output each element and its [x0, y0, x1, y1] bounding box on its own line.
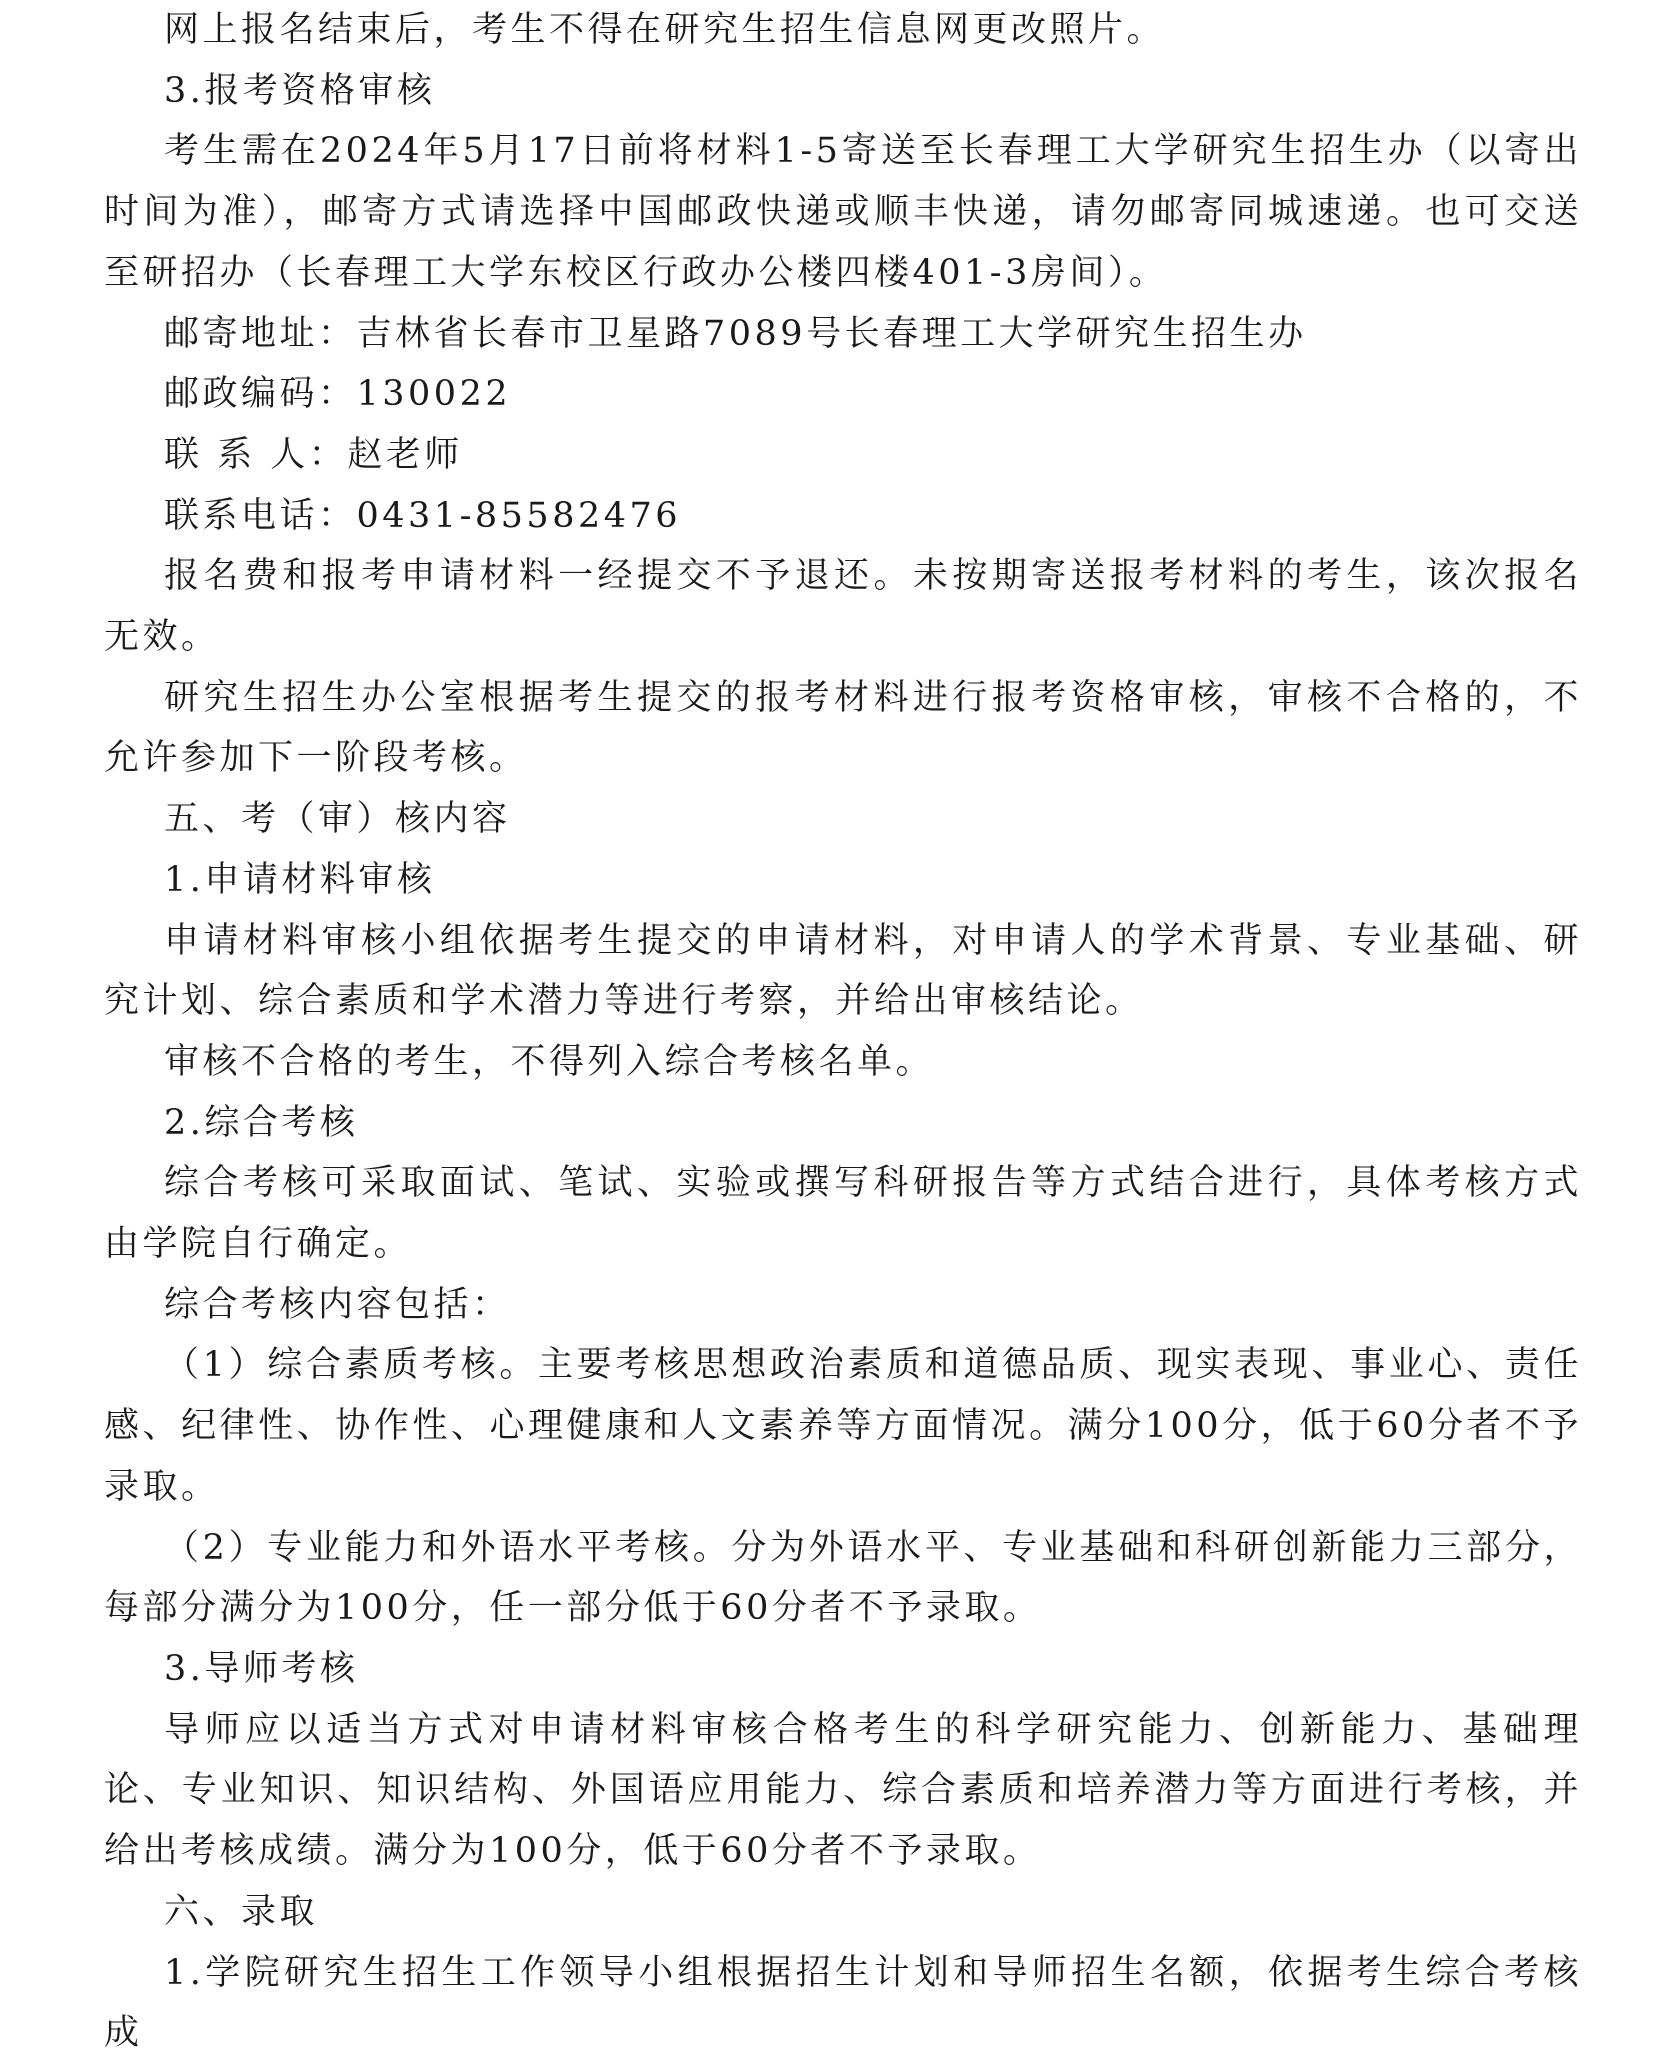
paragraph-photo-notice: 网上报名结束后，考生不得在研究生招生信息网更改照片。 [164, 10, 1166, 50]
heading-supervisor-assessment: 3.导师考核 [164, 1648, 359, 1689]
heading-section-six: 六、录取 [164, 1891, 319, 1932]
paragraph-overall-quality: （1）综合素质考核。主要考核思想政治素质和道德品质、现实表现、事业心、责任感、纪律性、协作性、心理健康和人文素养等方面情况。满分100分，低于60分者不予录取。 [104, 1345, 1582, 1507]
heading-application-review: 1.申请材料审核 [164, 859, 436, 900]
paragraph-review-fail: 审核不合格的考生，不得列入综合考核名单。 [164, 1041, 935, 1082]
document-page [104, 0, 1582, 2064]
paragraph-assessment-methods: 综合考核可采取面试、笔试、实验或撰写科研报告等方式结合进行，具体考核方式由学院自行确定。 [104, 1163, 1582, 1265]
paragraph-review-notice: 研究生招生办公室根据考生提交的报考材料进行报考资格审核，审核不合格的，不允许参加下一阶段考核。 [104, 677, 1582, 779]
paragraph-contact-phone: 联系电话：0431-85582476 [164, 495, 682, 536]
heading-comprehensive-assessment: 2.综合考核 [164, 1102, 359, 1143]
paragraph-fee-notice: 报名费和报考申请材料一经提交不予退还。未按期寄送报考材料的考生，该次报名无效。 [104, 556, 1582, 658]
paragraph-mailing-address: 邮寄地址：吉林省长春市卫星路7089号长春理工大学研究生招生办 [164, 313, 1307, 354]
paragraph-admission: 1.学院研究生招生工作领导小组根据招生计划和导师招生名额，依据考生综合考核成 [104, 1952, 1582, 2054]
heading-qualification-review: 3.报考资格审核 [164, 70, 436, 111]
paragraph-application-review: 申请材料审核小组依据考生提交的申请材料，对申请人的学术背景、专业基础、研究计划、综合素质和学术潜力等进行考察，并给出审核结论。 [104, 920, 1582, 1022]
paragraph-mailing-deadline: 考生需在2024年5月17日前将材料1-5寄送至长春理工大学研究生招生办（以寄出时间为准），邮寄方式请选择中国邮政快递或顺丰快递，请勿邮寄同城速递。也可交送至研招办（长春理工大学东校区行政办公楼四楼401-3房间）。 [104, 131, 1582, 293]
paragraph-assessment-contents: 综合考核内容包括： [164, 1284, 511, 1325]
paragraph-postal-code: 邮政编码：130022 [164, 374, 512, 415]
paragraph-supervisor-assessment: 导师应以适当方式对申请材料审核合格考生的科学研究能力、创新能力、基础理论、专业知识、知识结构、外国语应用能力、综合素质和培养潜力等方面进行考核，并给出考核成绩。满分为100分，低于60分者不予录取。 [104, 1709, 1582, 1872]
heading-section-five: 五、考（审）核内容 [164, 799, 511, 840]
paragraph-contact-person: 联 系 人：赵老师 [164, 434, 463, 475]
paragraph-professional-ability: （2）专业能力和外语水平考核。分为外语水平、专业基础和科研创新能力三部分，每部分满分为100分，任一部分低于60分者不予录取。 [104, 1527, 1582, 1629]
